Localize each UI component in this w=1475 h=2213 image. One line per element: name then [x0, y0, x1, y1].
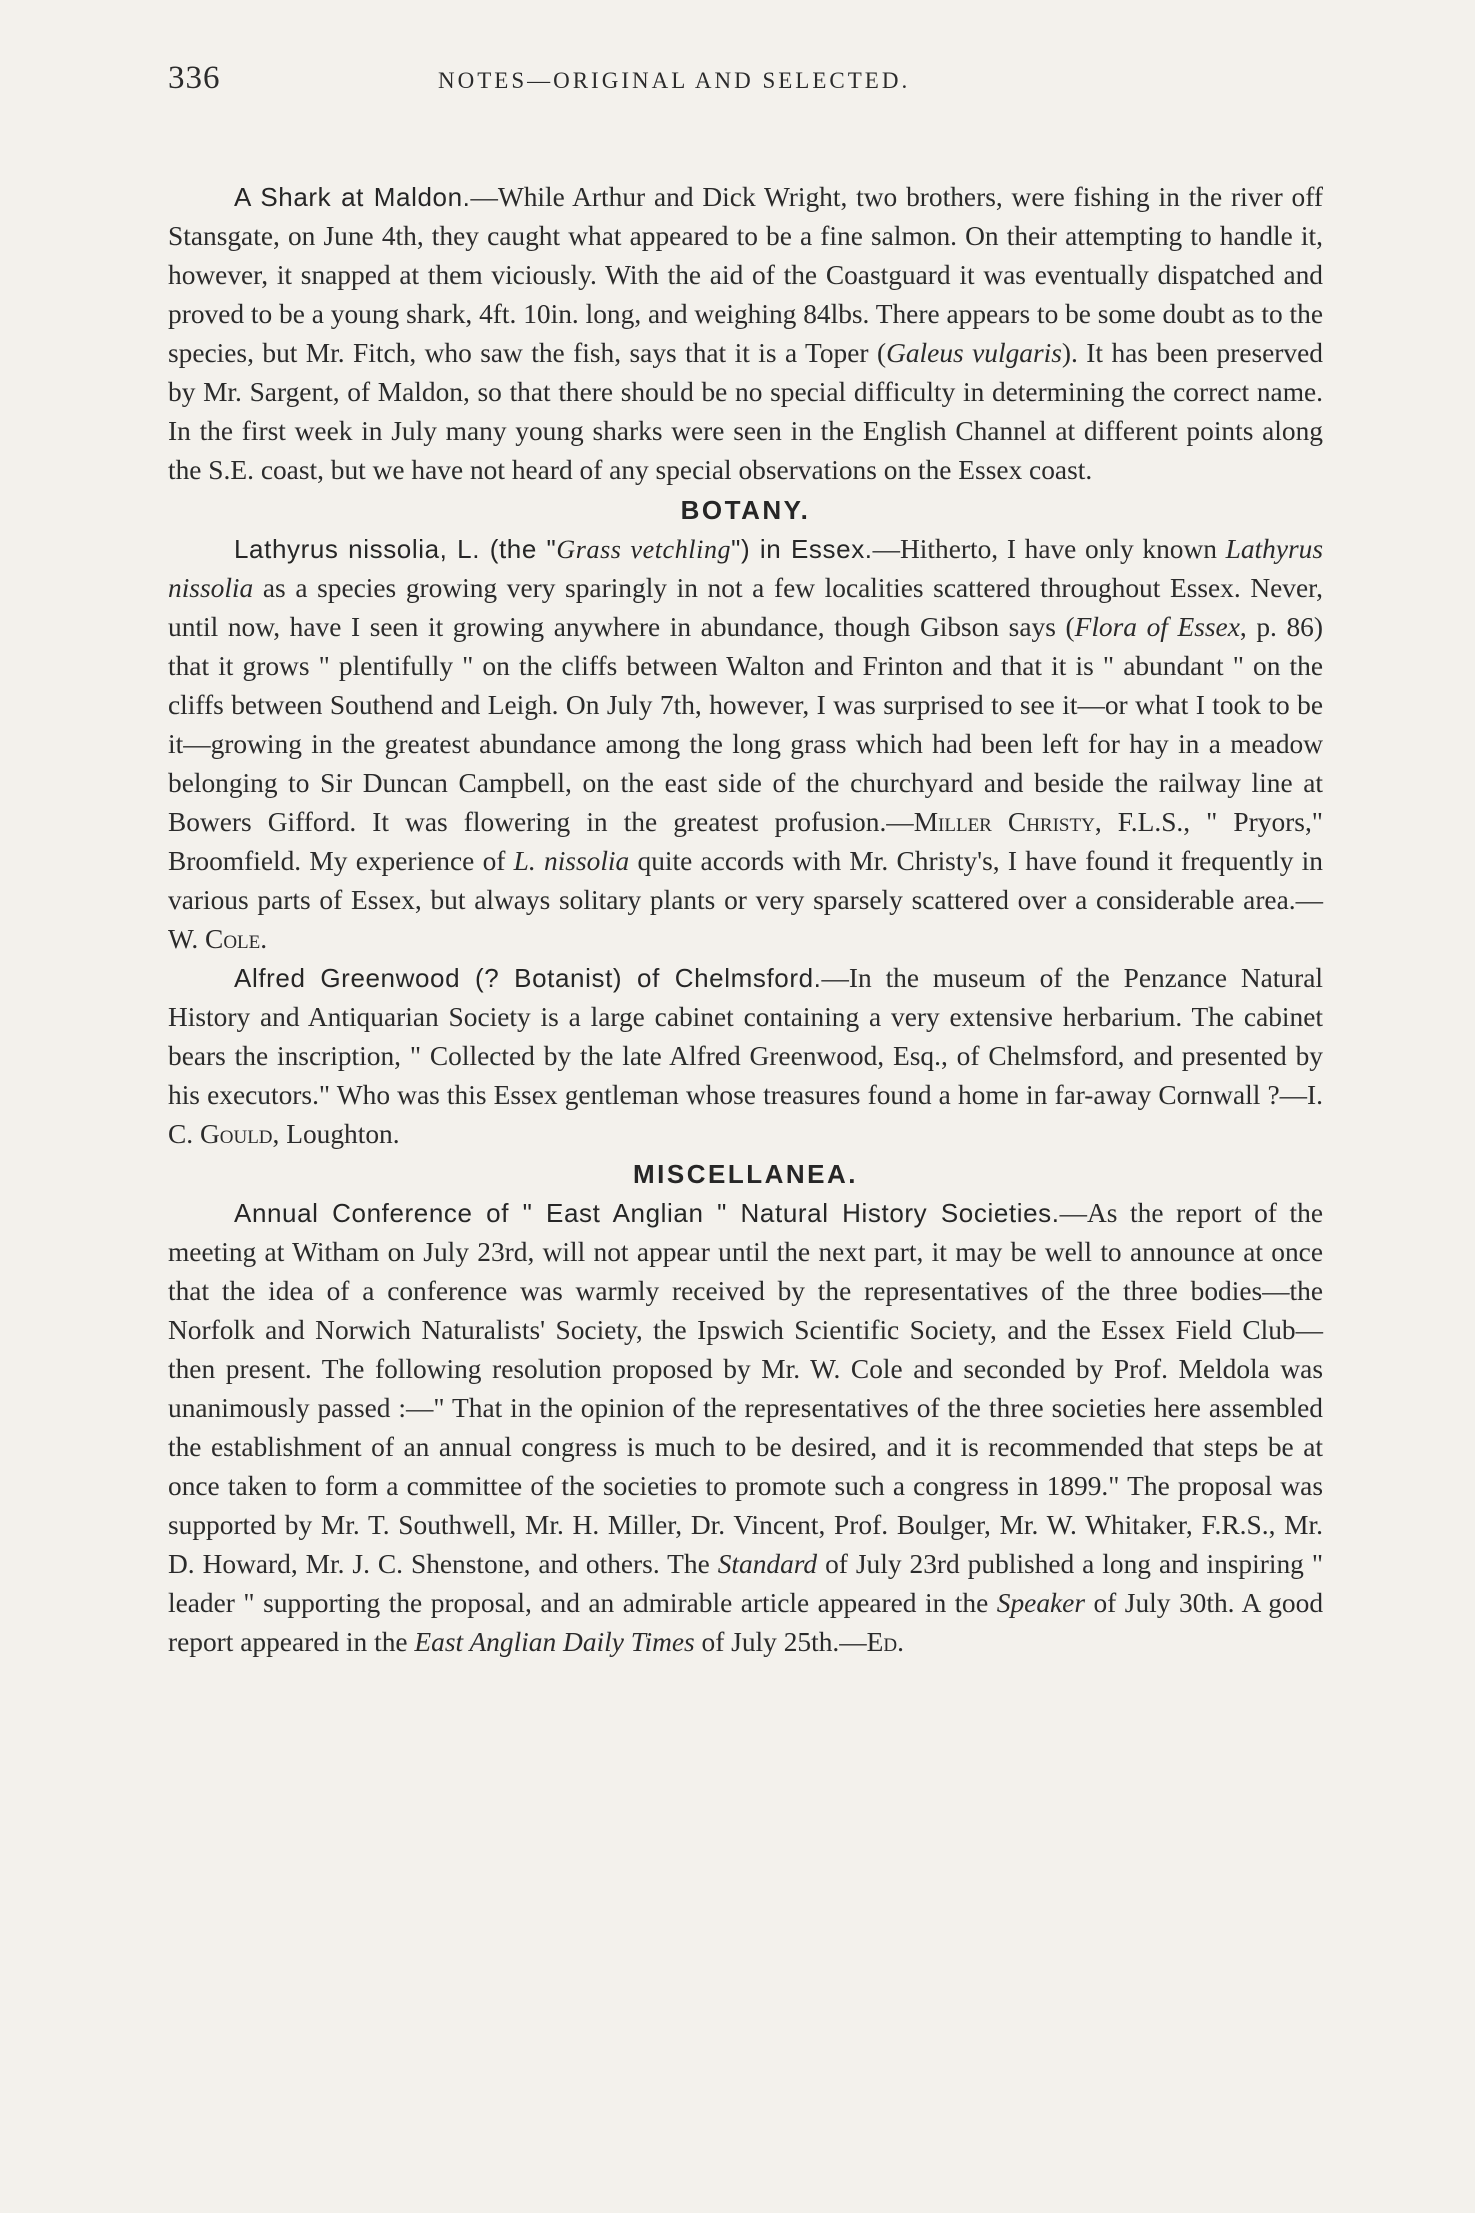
author-signature: Gould — [199, 1119, 273, 1149]
running-title: NOTES—ORIGINAL AND SELECTED. — [438, 68, 911, 93]
lathyrus-note-title: Lathyrus nissolia, L. (the "Grass vetchling") in Essex. — [234, 534, 873, 564]
author-signature: Ed — [866, 1627, 898, 1657]
shark-note-title: A Shark at Maldon. — [234, 182, 471, 212]
author-signature: Cole — [205, 924, 261, 954]
greenwood-note-title: Alfred Greenwood (? Botanist) of Chelmsford. — [234, 963, 822, 993]
greenwood-note: Alfred Greenwood (? Botanist) of Chelmsford.—In the museum of the Penzance Natural History and Antiquarian Society is a large cabinet containing a very extensive herbarium. The cabinet bears the inscription, " Collected by the late Alfred Greenwood, Esq., of Chelmsford, and presented by his executors." Who was this Essex gentleman whose treasures found a home in far-away Cornwall ?—I. C. Gould, Loughton. — [168, 963, 1323, 1149]
conference-note: Annual Conference of " East Anglian " Natural History Societies.—As the report of the meeting at Witham on July 23rd, will not appear until the next part, it may be well to announce at once that the idea of a conference was warmly received by the representatives of the three bodies—the Norfolk and Norwich Naturalists' Society, the Ipswich Scientific Society, and the Essex Field Club—then present. The following resolution proposed by Mr. W. Cole and seconded by Prof. Meldola was unanimously passed :—" That in the opinion of the representatives of the three societies here assembled the establishment of an annual congress is much to be desired, and it is recommended that steps be at once taken to form a committee of the societies to promote such a congress in 1899." The proposal was supported by Mr. T. Southwell, Mr. H. Miller, Dr. Vincent, Prof. Boulger, Mr. W. Whitaker, F.R.S., Mr. D. Howard, Mr. J. C. Shenstone, and others. The Standard of July 23rd published a long and inspiring " leader " supporting the proposal, and an admirable article appeared in the Speaker of July 30th. A good report appeared in the East Anglian Daily Times of July 25th.—Ed. — [168, 1198, 1324, 1657]
species-name: Galeus vulgaris — [886, 338, 1062, 368]
author-signature: Miller Christy — [913, 807, 1095, 837]
conference-note-title: Annual Conference of " East Anglian " Natural History Societies. — [234, 1198, 1060, 1228]
page — [168, 60, 1323, 1662]
lathyrus-note: Lathyrus nissolia, L. (the "Grass vetchling") in Essex.—Hitherto, I have only known Lathyrus nissolia as a species growing very sparingly in not a few localities scattered throughout Essex. Never, until now, have I seen it growing anywhere in abundance, though Gibson says (Flora of Essex, p. 86) that it grows " plentifully " on the cliffs between Walton and Frinton and that it is " abundant " on the cliffs between Southend and Leigh. On July 7th, however, I was surprised to see it—or what I took to be it—growing in the greatest abundance among the long grass which had been left for hay in a meadow belonging to Sir Duncan Campbell, on the east side of the churchyard and beside the railway line at Bowers Gifford. It was flowering in the greatest profusion.—Miller Christy, F.L.S., " Pryors," Broomfield. My experience of L. nissolia quite accords with Mr. Christy's, I have found it frequently in various parts of Essex, but always solitary plants or very sparsely scattered over a considerable area.—W. Cole. — [168, 534, 1324, 954]
miscellanea-heading: MISCELLANEA. — [633, 1159, 858, 1189]
botany-heading: BOTANY. — [680, 495, 811, 525]
page-number: 336 — [168, 60, 221, 96]
running-head — [168, 60, 1323, 116]
shark-note: A Shark at Maldon.—While Arthur and Dick Wright, two brothers, were fishing in the river off Stansgate, on June 4th, they caught what appeared to be a fine salmon. On their attempting to handle it, however, it snapped at them viciously. With the aid of the Coastguard it was eventually dispatched and proved to be a young shark, 4ft. 10in. long, and weighing 84lbs. There appears to be some doubt as to the species, but Mr. Fitch, who saw the fish, says that it is a Toper (Galeus vulgaris). It has been preserved by Mr. Sargent, of Maldon, so that there should be no special difficulty in determining the correct name. In the first week in July many young sharks were seen in the English Channel at different points along the S.E. coast, but we have not heard of any special observations on the Essex coast. — [168, 182, 1323, 485]
